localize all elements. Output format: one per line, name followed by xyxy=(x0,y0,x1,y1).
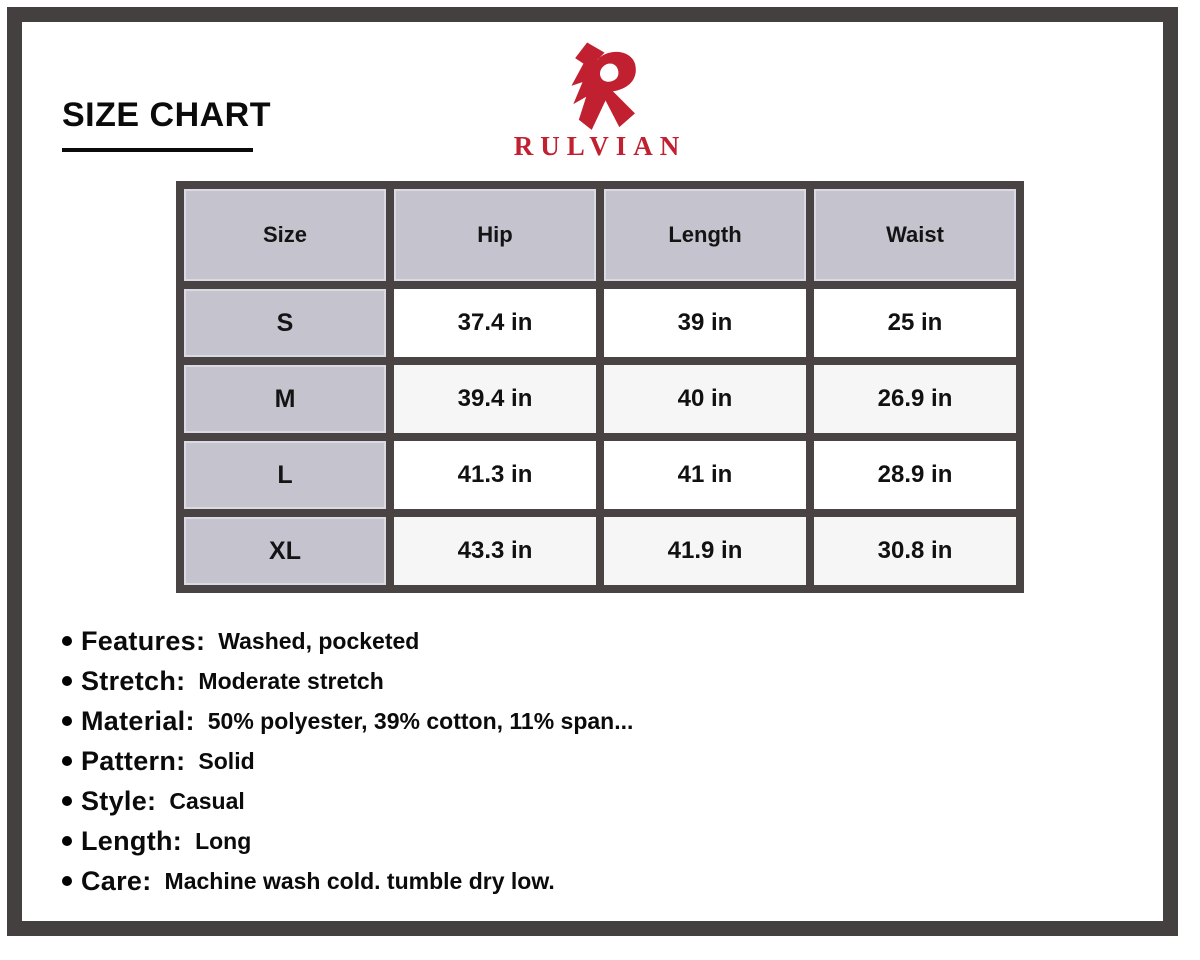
detail-value: Long xyxy=(195,827,252,854)
table-row-s xyxy=(184,289,1016,357)
column-header-hip: Hip xyxy=(394,189,596,281)
bullet-icon xyxy=(62,876,72,886)
size-cell: XL xyxy=(184,517,386,585)
value-cell: 25 in xyxy=(814,289,1016,357)
column-header-size: Size xyxy=(184,189,386,281)
size-cell: M xyxy=(184,365,386,433)
details-list xyxy=(62,626,633,906)
bullet-icon xyxy=(62,796,72,806)
table-row-xl xyxy=(184,517,1016,585)
bullet-icon xyxy=(62,756,72,766)
value-cell: 41.9 in xyxy=(604,517,806,585)
value-cell: 41 in xyxy=(604,441,806,509)
detail-value: Washed, pocketed xyxy=(218,627,420,654)
value-cell: 40 in xyxy=(604,365,806,433)
detail-item-pattern xyxy=(62,746,633,776)
detail-item-features xyxy=(62,626,633,656)
column-header-length: Length xyxy=(604,189,806,281)
detail-label: Material: xyxy=(81,705,195,736)
detail-value: Moderate stretch xyxy=(198,667,384,694)
detail-item-style xyxy=(62,786,633,816)
brand-header xyxy=(0,36,1200,160)
detail-item-length xyxy=(62,826,633,856)
detail-label: Care: xyxy=(81,865,152,896)
size-cell: S xyxy=(184,289,386,357)
value-cell: 39.4 in xyxy=(394,365,596,433)
detail-label: Stretch: xyxy=(81,665,186,696)
detail-label: Style: xyxy=(81,785,157,816)
detail-label: Pattern: xyxy=(81,745,186,776)
bullet-icon xyxy=(62,836,72,846)
value-cell: 39 in xyxy=(604,289,806,357)
detail-item-material xyxy=(62,706,633,736)
size-chart-table xyxy=(176,181,1024,593)
detail-value: Casual xyxy=(169,787,245,814)
table-row-m xyxy=(184,365,1016,433)
detail-value: Machine wash cold. tumble dry low. xyxy=(164,867,555,894)
bullet-icon xyxy=(62,716,72,726)
page-title: SIZE CHART xyxy=(62,96,271,134)
table-header-row xyxy=(184,189,1016,281)
value-cell: 41.3 in xyxy=(394,441,596,509)
detail-label: Features: xyxy=(81,625,206,656)
brand-logo-r-icon xyxy=(554,36,646,130)
bullet-icon xyxy=(62,636,72,646)
brand-wordmark: RULVIAN xyxy=(513,131,687,161)
value-cell: 30.8 in xyxy=(814,517,1016,585)
detail-value: 50% polyester, 39% cotton, 11% span... xyxy=(207,707,634,734)
detail-label: Length: xyxy=(81,825,183,856)
value-cell: 43.3 in xyxy=(394,517,596,585)
value-cell: 28.9 in xyxy=(814,441,1016,509)
detail-value: Solid xyxy=(198,747,255,774)
size-cell: L xyxy=(184,441,386,509)
column-header-waist: Waist xyxy=(814,189,1016,281)
detail-item-care xyxy=(62,866,633,896)
value-cell: 26.9 in xyxy=(814,365,1016,433)
table-row-l xyxy=(184,441,1016,509)
detail-item-stretch xyxy=(62,666,633,696)
value-cell: 37.4 in xyxy=(394,289,596,357)
bullet-icon xyxy=(62,676,72,686)
